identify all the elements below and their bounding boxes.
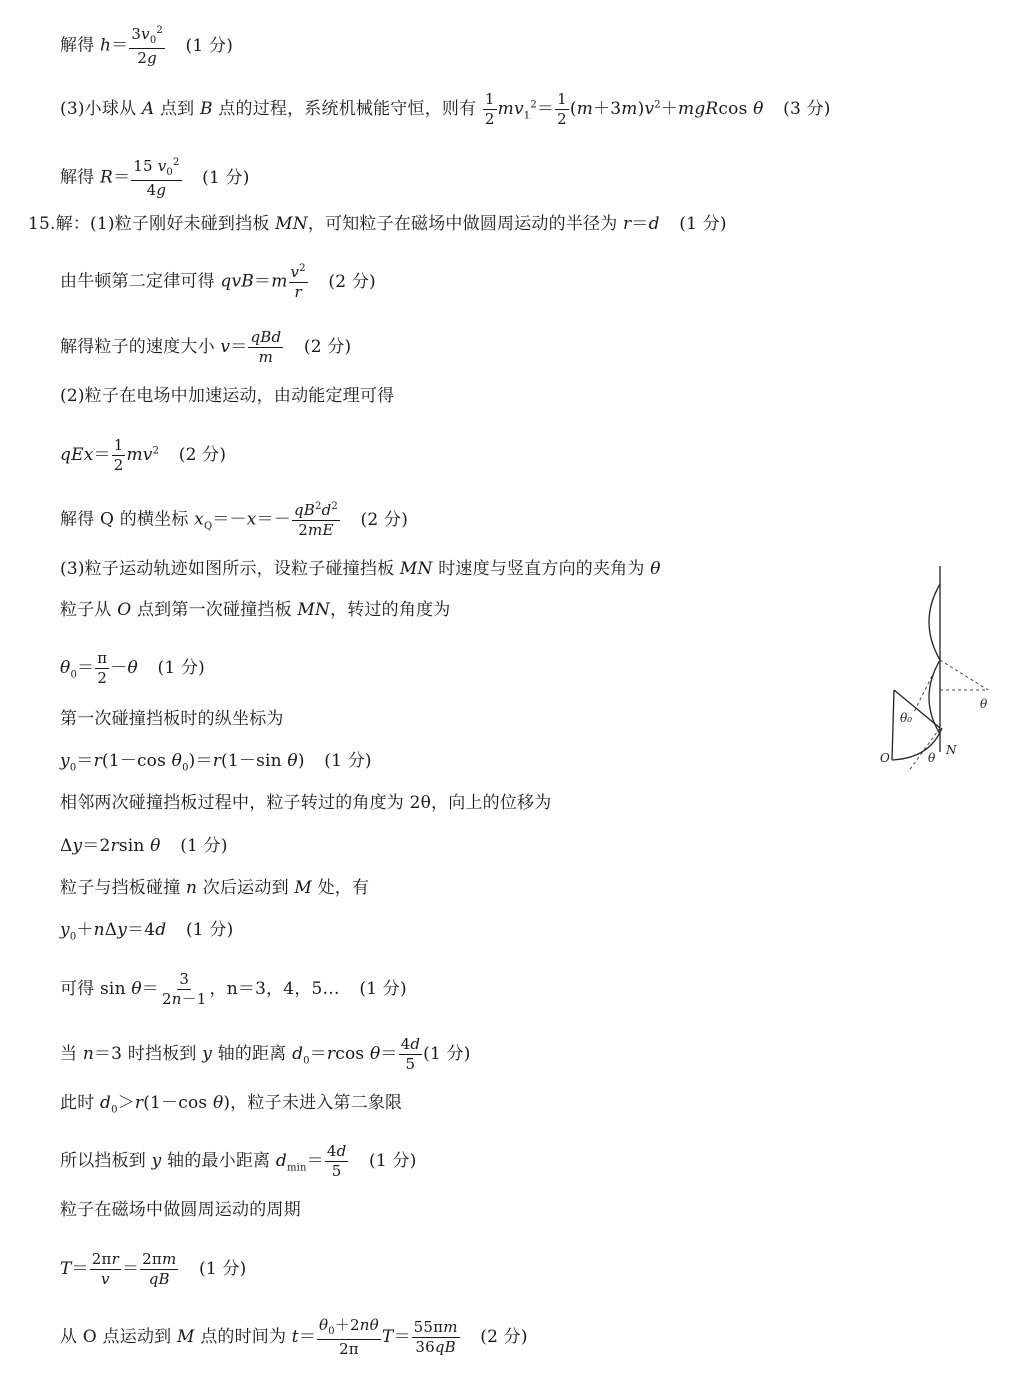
theta0-label: θ₀ (900, 711, 913, 725)
score: (1 分) (423, 1044, 471, 1064)
solution-line-dy: Δy＝2rsin θ (1 分) (60, 836, 228, 856)
text: ，n＝3，4，5… (209, 979, 340, 999)
solution-line-y0: $y_0=r(1-\cos$ $\theta_0)=r(1-\sin$ θ) (1 分) (60, 751, 372, 774)
text: 轴的最小距离 (167, 1151, 271, 1171)
score: (1 分) (202, 167, 250, 188)
text: 处，有 (317, 878, 370, 898)
dashed-normal (940, 660, 988, 690)
score: (2 分) (480, 1327, 528, 1347)
text: (2)粒子在电场中加速运动，由动能定理可得 (60, 386, 395, 406)
fraction: $\frac{\text{qBd}}{m}$ (250, 328, 282, 366)
text: (3)小球从 (60, 99, 137, 119)
text: 粒子在磁场中做圆周运动的周期 (60, 1200, 301, 1220)
point-n-label: N (946, 743, 957, 757)
text: 点的时间为 (200, 1327, 287, 1347)
solution-line-R: 解得 R＝ $\frac{15 v_0^2}{4g}$ (1 分) (60, 157, 250, 199)
text: 由牛顿第二定律可得 (60, 271, 215, 292)
fraction: $\frac{3v_0^2}{2g}$ (131, 25, 163, 67)
solution-line-check: 此时 $d_0>r(1-\cos$ θ)，粒子未进入第二象限 (60, 1093, 403, 1116)
score: (1 分) (324, 751, 372, 771)
text: 解得 (60, 167, 95, 188)
score: (1 分) (359, 979, 407, 999)
solution-line-n-collisions: 粒子与挡板碰撞 n 次后运动到 M 处，有 (60, 878, 370, 898)
score: (1 分) (369, 1151, 417, 1171)
solution-line-newton: 由牛顿第二定律可得 qvB＝m $\frac{v^2}{r}$ (2 分) (60, 263, 376, 301)
solution-line-time: 从 O 点运动到 M 点的时间为 t＝ $\frac{\theta_0+2n\theta}{2\pi}$ T＝ $\frac{55\pi m}{36qB}$ (2 分) (60, 1316, 528, 1358)
fraction: $\frac{qB^2d^2}{2mE}$ (293, 501, 338, 539)
score: (3 分) (783, 99, 831, 119)
fraction: $\frac{\theta_0+2n\theta}{2\pi}$ (319, 1316, 379, 1358)
solution-line-period-intro (60, 1199, 301, 1221)
solution-line-sum: $y_0+n\Delta y=4d$ (1 分) (60, 920, 234, 943)
solution-line-first-collision: 粒子从 O 点到第一次碰撞挡板 MN，转过的角度为 (60, 600, 451, 620)
fraction: $\frac{2\pi r}{v}$ (91, 1250, 119, 1288)
score: (1 分) (185, 920, 234, 940)
text: 时速度与竖直方向的夹角为 (438, 559, 645, 579)
text: 点到 (159, 99, 195, 119)
solution-line-energy: (3)小球从 A 点到 B 点的过程，系统机械能守恒，则有 $\frac{1}{2}$ $mv_1^2=$ $\frac{1}{2}$ $(m+3m)v^2+mgRcos$ θ (3 分) (60, 90, 831, 128)
solution-line-theta0: $\theta_0=$ $\frac{\pi}{2}$ －θ (1 分) (60, 649, 205, 687)
solution-line-adjacent (60, 792, 551, 814)
trajectory-arc-top (929, 584, 940, 660)
text: ，转过的角度为 (330, 600, 451, 620)
score: (2 分) (303, 337, 352, 357)
origin-label: O (880, 751, 890, 765)
text: 可得 (60, 979, 95, 999)
fraction: $\frac{55\pi m}{36qB}$ (413, 1318, 458, 1356)
score: (1 分) (679, 214, 727, 234)
theta-label: θ (928, 751, 936, 765)
text: (3)粒子运动轨迹如图所示，设粒子碰撞挡板 (60, 559, 395, 579)
text: 点到第一次碰撞挡板 (136, 600, 292, 620)
theta-label: θ (980, 697, 988, 711)
solution-line-y0-intro (60, 708, 284, 730)
fraction: $\frac{2\pi m}{qB}$ (142, 1250, 177, 1288)
solution-line-xq: 解得 Q 的横坐标 $x_Q=-x=-$ $\frac{qB^2d^2}{2mE}$ (2 分) (60, 501, 409, 539)
trajectory-diagram (874, 562, 1000, 778)
score: (2 分) (360, 509, 409, 530)
score: (1 分) (185, 35, 234, 56)
text: 解得 Q 的横坐标 (60, 509, 189, 530)
text: 时挡板到 (127, 1044, 197, 1064)
fraction: $\frac{15 v_0^2}{4g}$ (133, 157, 180, 199)
text: ，粒子未进入第二象限 (230, 1093, 403, 1113)
score: (1 分) (180, 836, 228, 856)
problem-number: 15. (28, 214, 56, 234)
solution-line-part3: (3)粒子运动轨迹如图所示，设粒子碰撞挡板 MN 时速度与竖直方向的夹角为 θ (60, 559, 661, 579)
solution-line-h: 解得 h＝ $\frac{3v_0^2}{2g}$ (1 分) (60, 25, 234, 67)
text: 解得 (60, 35, 95, 56)
text: 次后运动到 (202, 878, 289, 898)
solution-line-part2 (60, 385, 394, 407)
score: (2 分) (328, 271, 376, 292)
text: 解得粒子的速度大小 (60, 337, 215, 357)
fraction: $\frac{1}{2}$ (484, 90, 495, 128)
text: 解：(1)粒子刚好未碰到挡板 (55, 214, 270, 234)
score: (1 分) (157, 658, 205, 678)
text: 当 (60, 1044, 78, 1064)
score: (2 分) (178, 445, 227, 465)
fraction: $\frac{3}{2n-1}$ (161, 970, 207, 1008)
text: 轴的距离 (217, 1044, 287, 1064)
text: 粒子与挡板碰撞 (60, 878, 181, 898)
solution-line-period: T＝ $\frac{2\pi r}{v}$ ＝ $\frac{2\pi m}{qB}$ (1 分) (60, 1250, 247, 1288)
text: 相邻两次碰撞挡板过程中，粒子转过的角度为 2θ，向上的位移为 (60, 793, 552, 813)
text: ，可知粒子在磁场中做圆周运动的半径为 (307, 214, 618, 234)
solution-line-d0: 当 n＝3 时挡板到 y 轴的距离 $d_0=rcos$ θ＝ $\frac{4d}{5}$ (1 分) (60, 1035, 471, 1073)
fraction: $\frac{\pi}{2}$ (97, 649, 108, 687)
text: 此时 (60, 1093, 95, 1113)
text: 第一次碰撞挡板时的纵坐标为 (60, 709, 284, 729)
solution-line-sin-theta: 可得 sin θ＝ $\frac{3}{2n-1}$ ，n＝3，4，5… (1 分) (60, 970, 407, 1008)
solution-line-velocity: 解得粒子的速度大小 v＝ $\frac{\text{qBd}}{m}$ (2 分) (60, 328, 352, 366)
fraction: $\frac{v^2}{r}$ (290, 263, 306, 301)
text: 所以挡板到 (60, 1151, 146, 1171)
score: (1 分) (199, 1259, 247, 1279)
fraction: $\frac{4d}{5}$ (326, 1142, 347, 1180)
solution-line-work-energy: qEx＝ $\frac{1}{2}$ $mv^2$ (2 分) (60, 436, 227, 474)
dashed-normal (914, 660, 940, 712)
fraction: $\frac{1}{2}$ (557, 90, 567, 128)
fraction: $\frac{4d}{5}$ (400, 1035, 421, 1073)
problem-15-header: 15.解：(1)粒子刚好未碰到挡板 MN，可知粒子在磁场中做圆周运动的半径为 r＝d (1 分) (28, 214, 727, 234)
fraction: $\frac{1}{2}$ (113, 436, 124, 474)
text: 点的过程，系统机械能守恒，则有 (218, 99, 477, 119)
text: 从 O 点运动到 (60, 1327, 172, 1347)
text: 粒子从 (60, 600, 112, 620)
solution-line-dmin: 所以挡板到 y 轴的最小距离 $d_{min}=$ $\frac{4d}{5}$ (1 分) (60, 1142, 417, 1180)
radius-line (892, 690, 894, 760)
